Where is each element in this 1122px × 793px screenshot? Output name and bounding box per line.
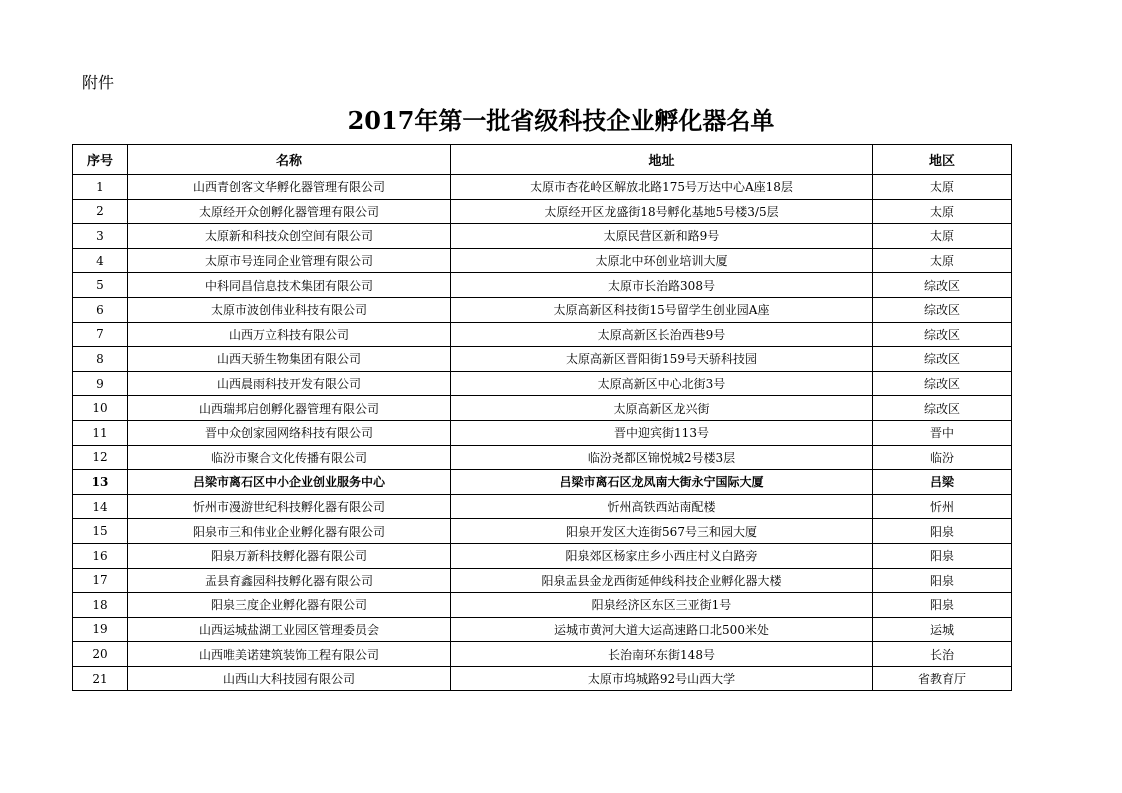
cell-region: 综改区 (873, 347, 1012, 372)
cell-address: 阳泉开发区大连街567号三和园大厦 (451, 519, 873, 544)
table-row (73, 543, 1012, 568)
cell-address: 太原民营区新和路9号 (451, 224, 873, 249)
cell-region: 太原 (873, 224, 1012, 249)
cell-serial: 19 (73, 617, 128, 642)
cell-name: 山西天骄生物集团有限公司 (128, 347, 451, 372)
cell-serial: 18 (73, 593, 128, 618)
table-row (73, 396, 1012, 421)
cell-address: 晋中迎宾街113号 (451, 420, 873, 445)
cell-name: 山西山大科技园有限公司 (128, 666, 451, 691)
table-row (73, 175, 1012, 200)
cell-name: 盂县育鑫园科技孵化器有限公司 (128, 568, 451, 593)
cell-region: 阳泉 (873, 543, 1012, 568)
table-row (73, 224, 1012, 249)
cell-region: 临汾 (873, 445, 1012, 470)
cell-region: 晋中 (873, 420, 1012, 445)
cell-serial: 16 (73, 543, 128, 568)
table-body (73, 175, 1012, 691)
cell-name: 太原市号连同企业管理有限公司 (128, 248, 451, 273)
header-name: 名称 (128, 145, 451, 175)
cell-name: 山西青创客文华孵化器管理有限公司 (128, 175, 451, 200)
cell-address: 阳泉盂县金龙西街延伸线科技企业孵化器大楼 (451, 568, 873, 593)
cell-name: 太原经开众创孵化器管理有限公司 (128, 199, 451, 224)
cell-name: 阳泉三度企业孵化器有限公司 (128, 593, 451, 618)
cell-region: 省教育厅 (873, 666, 1012, 691)
table-row (73, 445, 1012, 470)
cell-address: 长治南环东街148号 (451, 642, 873, 667)
cell-serial: 3 (73, 224, 128, 249)
table-row (73, 494, 1012, 519)
cell-address: 临汾尧都区锦悦城2号楼3层 (451, 445, 873, 470)
attachment-label: 附件 (82, 73, 115, 92)
cell-name: 临汾市聚合文化传播有限公司 (128, 445, 451, 470)
table-header-row (73, 145, 1012, 175)
cell-address: 太原北中环创业培训大厦 (451, 248, 873, 273)
cell-address: 运城市黄河大道大运高速路口北500米处 (451, 617, 873, 642)
cell-name: 吕梁市离石区中小企业创业服务中心 (128, 470, 451, 495)
cell-address: 太原高新区龙兴街 (451, 396, 873, 421)
cell-serial: 21 (73, 666, 128, 691)
cell-address: 太原市坞城路92号山西大学 (451, 666, 873, 691)
table-row (73, 347, 1012, 372)
cell-name: 山西运城盐湖工业园区管理委员会 (128, 617, 451, 642)
cell-serial: 13 (73, 470, 128, 495)
incubator-table (72, 144, 1012, 691)
header-address: 地址 (451, 145, 873, 175)
cell-region: 阳泉 (873, 593, 1012, 618)
cell-serial: 10 (73, 396, 128, 421)
cell-region: 阳泉 (873, 519, 1012, 544)
table-row (73, 199, 1012, 224)
cell-serial: 8 (73, 347, 128, 372)
cell-serial: 1 (73, 175, 128, 200)
cell-region: 吕梁 (873, 470, 1012, 495)
table-row (73, 593, 1012, 618)
table-row (73, 470, 1012, 495)
cell-region: 太原 (873, 248, 1012, 273)
cell-region: 长治 (873, 642, 1012, 667)
cell-region: 综改区 (873, 273, 1012, 298)
cell-address: 太原高新区科技街15号留学生创业园A座 (451, 297, 873, 322)
cell-address: 太原高新区长治西巷9号 (451, 322, 873, 347)
table-row (73, 617, 1012, 642)
cell-name: 晋中众创家园网络科技有限公司 (128, 420, 451, 445)
cell-address: 太原市杏花岭区解放北路175号万达中心A座18层 (451, 175, 873, 200)
cell-name: 山西万立科技有限公司 (128, 322, 451, 347)
cell-name: 太原市波创伟业科技有限公司 (128, 297, 451, 322)
cell-region: 综改区 (873, 297, 1012, 322)
cell-address: 太原经开区龙盛街18号孵化基地5号楼3/5层 (451, 199, 873, 224)
cell-region: 太原 (873, 199, 1012, 224)
cell-region: 阳泉 (873, 568, 1012, 593)
table-row (73, 322, 1012, 347)
table-row (73, 273, 1012, 298)
table-row (73, 666, 1012, 691)
table-row (73, 248, 1012, 273)
cell-address: 太原高新区中心北街3号 (451, 371, 873, 396)
cell-region: 忻州 (873, 494, 1012, 519)
cell-serial: 7 (73, 322, 128, 347)
cell-name: 太原新和科技众创空间有限公司 (128, 224, 451, 249)
table-row (73, 297, 1012, 322)
cell-serial: 4 (73, 248, 128, 273)
cell-serial: 14 (73, 494, 128, 519)
cell-name: 中科同昌信息技术集团有限公司 (128, 273, 451, 298)
cell-name: 山西唯美诺建筑装饰工程有限公司 (128, 642, 451, 667)
cell-serial: 5 (73, 273, 128, 298)
cell-name: 阳泉万新科技孵化器有限公司 (128, 543, 451, 568)
cell-address: 吕梁市离石区龙凤南大街永宁国际大厦 (451, 470, 873, 495)
cell-region: 运城 (873, 617, 1012, 642)
cell-address: 阳泉经济区东区三亚街1号 (451, 593, 873, 618)
cell-address: 忻州高铁西站南配楼 (451, 494, 873, 519)
table-row (73, 371, 1012, 396)
table-row (73, 642, 1012, 667)
cell-name: 山西晨雨科技开发有限公司 (128, 371, 451, 396)
cell-serial: 11 (73, 420, 128, 445)
cell-address: 阳泉郊区杨家庄乡小西庄村义白路旁 (451, 543, 873, 568)
cell-serial: 6 (73, 297, 128, 322)
table-row (73, 519, 1012, 544)
table-row (73, 568, 1012, 593)
cell-region: 太原 (873, 175, 1012, 200)
cell-serial: 2 (73, 199, 128, 224)
cell-name: 山西瑞邦启创孵化器管理有限公司 (128, 396, 451, 421)
cell-region: 综改区 (873, 396, 1012, 421)
cell-region: 综改区 (873, 371, 1012, 396)
cell-serial: 12 (73, 445, 128, 470)
cell-address: 太原市长治路308号 (451, 273, 873, 298)
cell-serial: 15 (73, 519, 128, 544)
cell-region: 综改区 (873, 322, 1012, 347)
cell-name: 阳泉市三和伟业企业孵化器有限公司 (128, 519, 451, 544)
cell-serial: 20 (73, 642, 128, 667)
document-title: 2017年第一批省级科技企业孵化器名单 (347, 106, 775, 135)
cell-name: 忻州市漫游世纪科技孵化器有限公司 (128, 494, 451, 519)
header-region: 地区 (873, 145, 1012, 175)
cell-serial: 17 (73, 568, 128, 593)
cell-address: 太原高新区晋阳街159号天骄科技园 (451, 347, 873, 372)
header-serial: 序号 (73, 145, 128, 175)
table-row (73, 420, 1012, 445)
cell-serial: 9 (73, 371, 128, 396)
